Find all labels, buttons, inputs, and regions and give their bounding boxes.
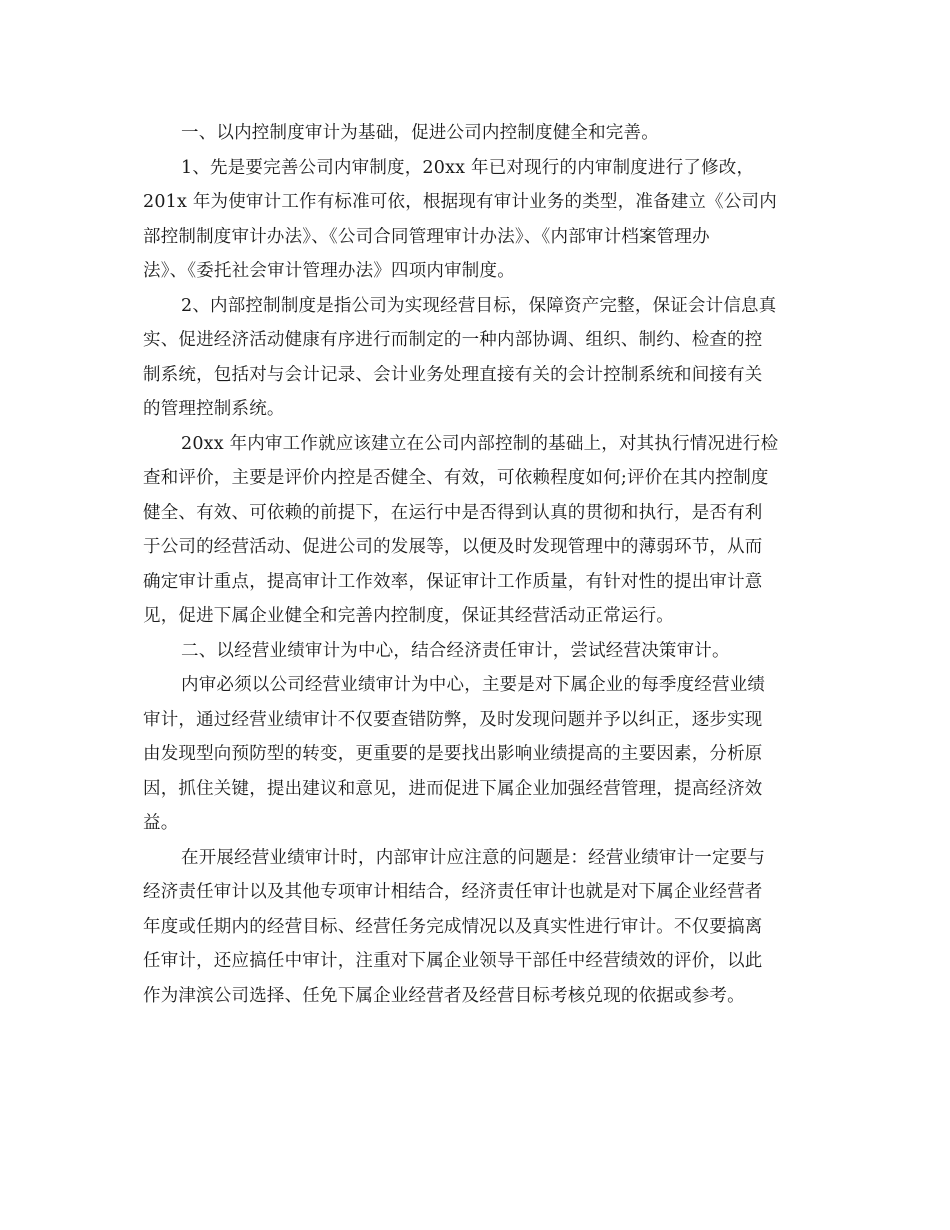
document-line: 部控制制度审计办法》、《公司合同管理审计办法》、《内部审计档案管理办 (143, 226, 710, 247)
document-line: 健全、有效、可依赖的前提下，在运行中是否得到认真的贯彻和执行，是否有利 (143, 502, 763, 523)
document-line: 作为津滨公司选择、任免下属企业经营者及经营目标考核兑现的依据或参考。 (143, 985, 745, 1006)
document-line: 20xx 年内审工作就应该建立在公司内部控制的基础上，对其执行情况进行检 (181, 433, 779, 454)
document-line: 2、内部控制制度是指公司为实现经营目标，保障资产完整，保证会计信息真 (181, 295, 777, 316)
document-line: 制系统，包括对与会计记录、会计业务处理直接有关的会计控制系统和间接有关 (143, 364, 763, 385)
document-line: 的管理控制系统。 (143, 399, 285, 419)
document-line: 实、促进经济活动健康有序进行而制定的一种内部协调、组织、制约、检查的控 (143, 330, 763, 350)
document-line: 审计，通过经营业绩审计不仅要查错防弊，及时发现问题并予以纠正，逐步实现 (143, 709, 763, 730)
document-line: 于公司的经营活动、促进公司的发展等，以便及时发现管理中的薄弱环节，从而 (143, 537, 763, 557)
document-line: 因，抓住关键，提出建议和意见，进而促进下属企业加强经营管理，提高经济效 (143, 778, 763, 799)
document-line: 经济责任审计以及其他专项审计相结合，经济责任审计也就是对下属企业经营者 (143, 882, 763, 902)
document-line: 二、以经营业绩审计为中心，结合经济责任审计，尝试经营决策审计。 (181, 640, 730, 661)
document-line: 在开展经营业绩审计时，内部审计应注意的问题是：经营业绩审计一定要与 (181, 847, 766, 868)
document-line: 益。 (143, 813, 179, 833)
document-line: 一、以内控制度审计为基础，促进公司内控制度健全和完善。 (181, 123, 659, 143)
document-line: 任审计，还应搞任中审计，注重对下属企业领导干部任中经营绩效的评价，以此 (143, 951, 763, 971)
document-line: 法》、《委托社会审计管理办法》四项内审制度。 (143, 261, 515, 281)
document-line: 年度或任期内的经营目标、经营任务完成情况以及真实性进行审计。不仅要搞离 (143, 916, 763, 937)
document-line: 1、先是要完善公司内审制度，20xx 年已对现行的内审制度进行了修改， (181, 157, 755, 178)
document-line: 确定审计重点，提高审计工作效率，保证审计工作质量，有针对性的提出审计意 (143, 571, 763, 592)
document-line: 查和评价，主要是评价内控是否健全、有效，可依赖程度如何;评价在其内控制度 (143, 468, 769, 488)
document-body (143, 116, 815, 1013)
document-line: 内审必须以公司经营业绩审计为中心，主要是对下属企业的每季度经营业绩 (181, 675, 766, 695)
document-line: 见，促进下属企业健全和完善内控制度，保证其经营活动正常运行。 (143, 606, 674, 626)
document-line: 201x 年为使审计工作有标准可依，根据现有审计业务的类型，准备建立《公司内 (143, 192, 777, 212)
document-line: 由发现型向预防型的转变，更重要的是要找出影响业绩提高的主要因素，分析原 (143, 744, 763, 764)
